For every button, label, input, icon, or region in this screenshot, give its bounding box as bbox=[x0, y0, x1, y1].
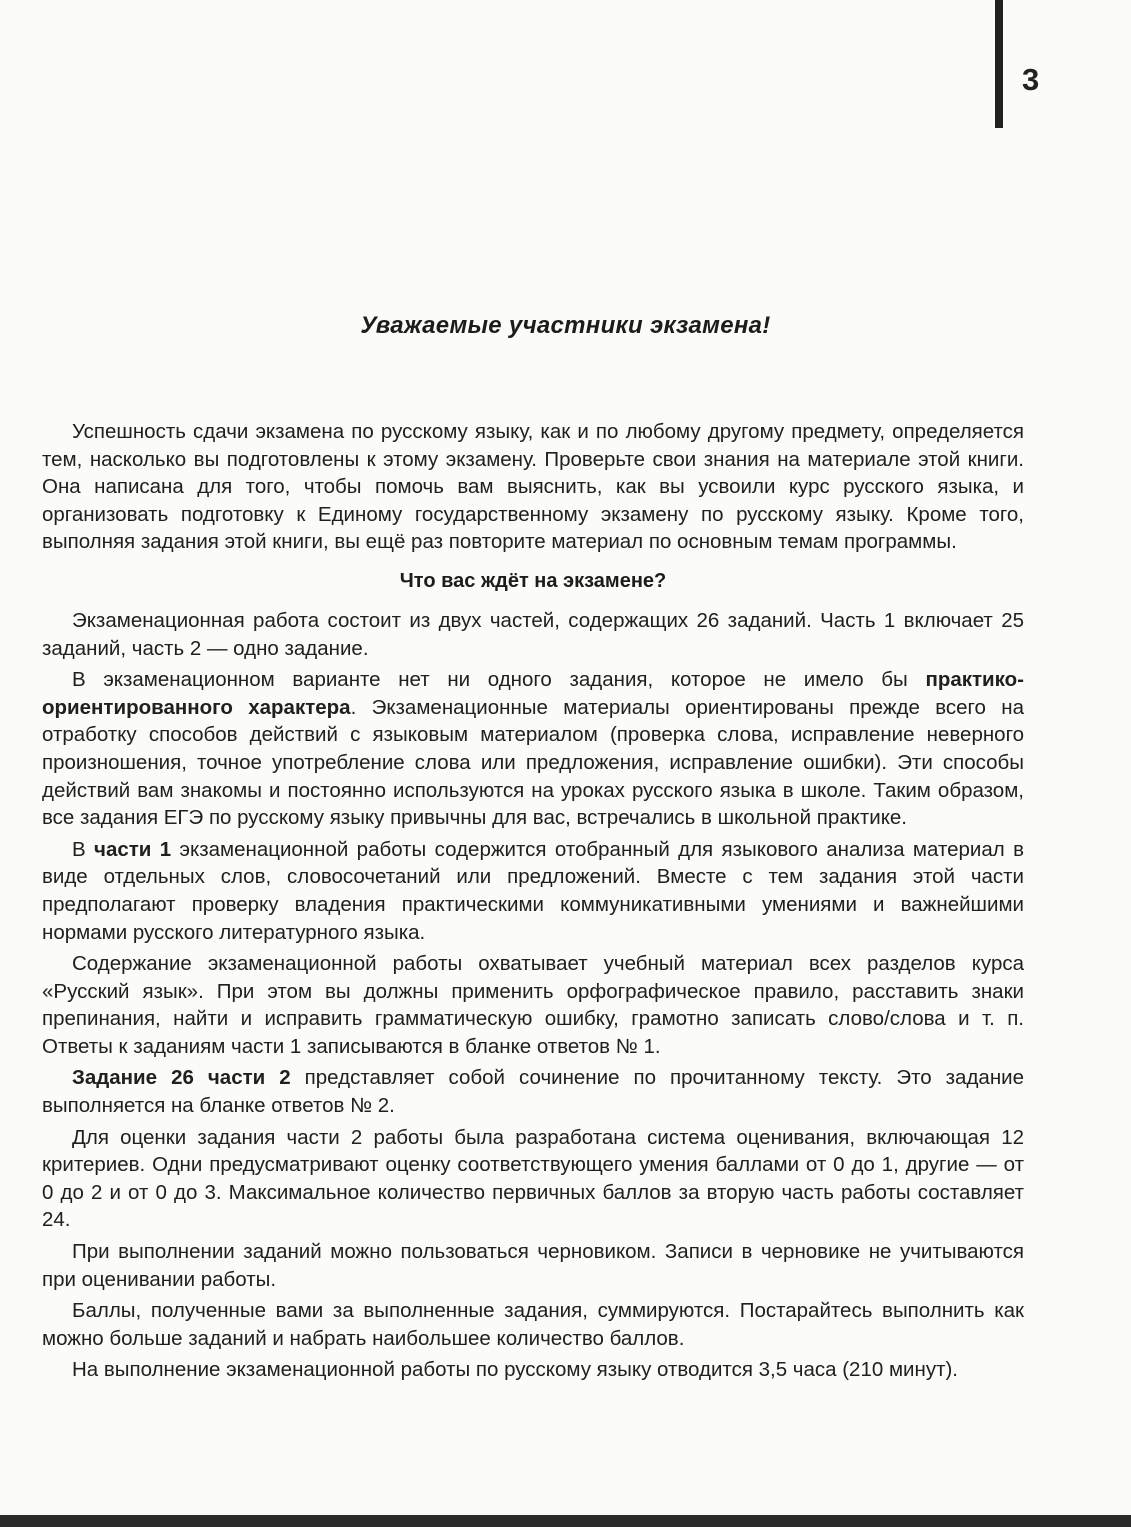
paragraph-structure: Экзаменационная работа состоит из двух частей, содержащих 26 заданий. Часть 1 включает 25 заданий, часть 2 — одно задание. bbox=[42, 608, 1024, 660]
paragraph-practice bbox=[42, 666, 1024, 832]
paragraph-part1-text-before: В bbox=[72, 837, 95, 861]
paragraph-duration: На выполнение экзаменационной работы по русскому языку отводится 3,5 часа (210 минут). bbox=[72, 1358, 958, 1382]
paragraph-task26-text-after: представляет собой сочинение по прочитанному тексту. Это задание выполняется на бланке ответов № 2. bbox=[42, 1066, 1024, 1118]
paragraph-task26-bold: Задание 26 части 2 bbox=[72, 1066, 291, 1090]
paragraph-assessment: Для оценки задания части 2 работы была разработана система оценивания, включающая 12 критериев. Одни предусматривают оценку соответствующего умения баллами от 0 до 1, другие — от 0 до 2 и от 0 до 3. Максимальное количество первичных баллов за вторую часть работы составляет 24. bbox=[42, 1125, 1024, 1232]
intro-paragraph: Успешность сдачи экзамена по русскому языку, как и по любому другому предмету, определяется тем, насколько вы подготовлены к этому экзамену. Проверьте свои знания на материале этой книги. Она написана для того, чтобы помочь вам выяснить, как вы усвоили курс русского языка, и организовать подготовку к Единому государственному экзамену по русскому языку. Кроме того, выполняя задания этой книги, вы ещё раз повторите материал по основным темам программы. bbox=[42, 420, 1024, 554]
paragraph-scores: Баллы, полученные вами за выполненные задания, суммируются. Постарайтесь выполнить как можно больше заданий и набрать наибольшее количество баллов. bbox=[42, 1299, 1024, 1350]
paragraph-task26 bbox=[42, 1064, 1024, 1119]
document-body bbox=[42, 418, 1024, 1384]
page-number: 3 bbox=[1022, 62, 1040, 97]
paragraph-practice-bold: практико-ориентированного характера bbox=[42, 668, 1024, 719]
paragraph-part1 bbox=[42, 836, 1024, 946]
bottom-edge bbox=[0, 1515, 1131, 1527]
page-title: Уважаемые участники экзамена! bbox=[360, 312, 771, 339]
paragraph-draft: При выполнении заданий можно пользоваться черновиком. Записи в черновике не учитываются при оценивании работы. bbox=[42, 1240, 1024, 1291]
paragraph-part1-text-after: экзаменационной работы содержится отобранный для языкового анализа материал в виде отдельных слов, словосочетаний или предложений. Вместе с тем задания этой части предполагают проверку владения практическими коммуникативными умениями и важнейшими нормами русского литературного языка. bbox=[42, 837, 1024, 944]
section-heading: Что вас ждёт на экзамене? bbox=[399, 569, 667, 592]
margin-rule bbox=[995, 0, 1003, 128]
paragraph-part1-bold: части 1 bbox=[94, 837, 172, 861]
paragraph-practice-text-after: . Экзаменационные материалы ориентированы прежде всего на отработку способов действий с языковым материалом (проверка слова, исправление неверного произношения, точное употребление слова или предложения, исправление ошибки). Эти способы действий вам знакомы и постоянно используются на уроках русского языка в школе. Таким образом, все задания ЕГЭ по русскому языку привычны для вас, встречались в школьной практике. bbox=[42, 695, 1024, 830]
paragraph-content: Содержание экзаменационной работы охватывает учебный материал всех разделов курса «Русский язык». При этом вы должны применить орфографическое правило, расставить знаки препинания, найти и исправить грамматическую ошибку, грамотно записать слово/слова и т. п. Ответы к заданиям части 1 записываются в бланке ответов № 1. bbox=[42, 952, 1024, 1058]
paragraph-practice-text-before: В экзаменационном варианте нет ни одного задания, которое не имело бы bbox=[72, 668, 926, 692]
